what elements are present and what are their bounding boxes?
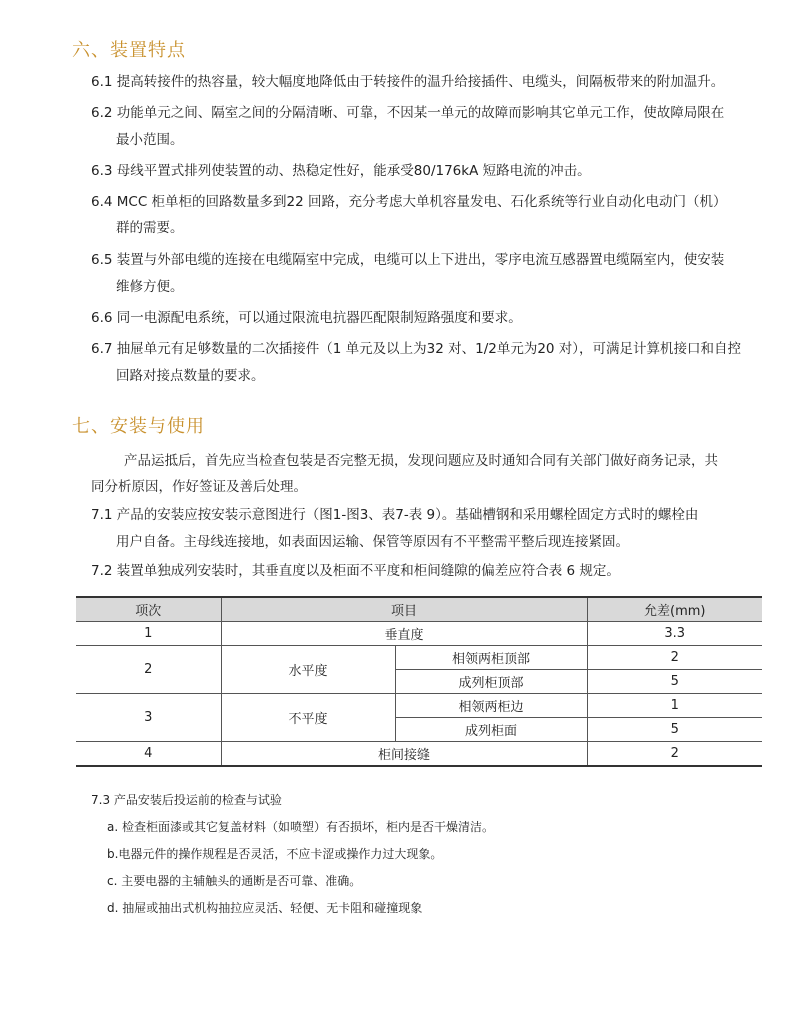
item-6-6: 6.6 同一电源配电系统，可以通过限流电抗器匹配限制短路强度和要求。 — [91, 310, 522, 326]
header-tolerance: 允差(mm) — [587, 597, 762, 622]
item-6-4: 6.4 MCC 柜单柜的回路数量多到22 回路，充分考虑大单机容量发电、石化系统等行业自动化电动门（机） — [91, 194, 727, 210]
row-value: 3.3 — [587, 622, 762, 646]
item-6-4-cont: 群的需要。 — [116, 220, 184, 236]
table-header-row — [76, 597, 762, 622]
item-7-1: 7.1 产品的安装应按安装示意图进行（图1-图3、表7-表 9）。基础槽钢和采用螺栓固定方式时的螺栓由 — [91, 507, 699, 523]
header-item-no: 项次 — [76, 597, 221, 622]
row-value: 2 — [587, 742, 762, 767]
row-subitem: 相领两柜边 — [395, 694, 587, 718]
item-7-2: 7.2 装置单独成列安装时，其垂直度以及柜面不平度和柜间缝隙的偏差应符合表 6 规定。 — [91, 563, 620, 579]
item-6-3: 6.3 母线平置式排列使装置的动、热稳定性好，能承受80/176kA 短路电流的冲击。 — [91, 163, 591, 179]
row-subitem: 成列柜面 — [395, 718, 587, 742]
table-row — [76, 694, 762, 718]
section7-heading: 七、安装与使用 — [72, 416, 205, 437]
table-row — [76, 646, 762, 670]
header-item: 项目 — [221, 597, 587, 622]
item-6-2-cont: 最小范围。 — [116, 132, 184, 148]
item-7-1-cont: 用户自备。主母线连接地，如表面因运输、保管等原因有不平整需平整后现连接紧固。 — [116, 534, 629, 550]
row-no: 4 — [76, 742, 221, 767]
row-group: 水平度 — [221, 646, 395, 694]
row-no: 1 — [76, 622, 221, 646]
table-row — [76, 742, 762, 767]
row-no: 2 — [76, 646, 221, 694]
row-value: 1 — [587, 694, 762, 718]
tolerance-table — [76, 596, 762, 767]
intro-paragraph-cont: 同分析原因，作好签证及善后处理。 — [91, 479, 307, 495]
section6-heading: 六、装置特点 — [72, 40, 186, 61]
item-6-7-cont: 回路对接点数量的要求。 — [116, 368, 265, 384]
item-6-5-cont: 维修方便。 — [116, 279, 184, 295]
table-row — [76, 622, 762, 646]
item-6-1: 6.1 提高转接件的热容量，较大幅度地降低由于转接件的温升给接插件、电缆头，间隔板带来的附加温升。 — [91, 74, 725, 90]
check-item-b: b.电器元件的操作规程是否灵活，不应卡涩或操作力过大现象。 — [107, 847, 443, 861]
item-6-2: 6.2 功能单元之间、隔室之间的分隔清晰、可靠，不因某一单元的故障而影响其它单元工作，使故障局限在 — [91, 105, 725, 121]
check-item-c: c. 主要电器的主辅触头的通断是否可靠、准确。 — [107, 874, 362, 888]
check-item-d: d. 抽屉或抽出式机构抽拉应灵活、轻便、无卡阻和碰撞现象 — [107, 901, 423, 915]
item-6-5: 6.5 装置与外部电缆的连接在电缆隔室中完成，电缆可以上下进出，零序电流互感器置电缆隔室内，使安装 — [91, 252, 725, 268]
intro-paragraph: 产品运抵后，首先应当检查包装是否完整无损，发现问题应及时通知合同有关部门做好商务记录，共 — [124, 453, 718, 469]
row-no: 3 — [76, 694, 221, 742]
item-7-3-title: 7.3 产品安装后投运前的检查与试验 — [91, 793, 282, 807]
row-item: 柜间接缝 — [221, 742, 587, 767]
row-group: 不平度 — [221, 694, 395, 742]
item-6-7: 6.7 抽屉单元有足够数量的二次插接件（1 单元及以上为32 对、1/2单元为20 对），可满足计算机接口和自控 — [91, 341, 742, 357]
row-value: 5 — [587, 718, 762, 742]
row-value: 2 — [587, 646, 762, 670]
row-subitem: 成列柜顶部 — [395, 670, 587, 694]
row-value: 5 — [587, 670, 762, 694]
row-item: 垂直度 — [221, 622, 587, 646]
row-subitem: 相领两柜顶部 — [395, 646, 587, 670]
check-item-a: a. 检查柜面漆或其它复盖材料（如喷塑）有否损坏，柜内是否干燥清洁。 — [107, 820, 494, 834]
